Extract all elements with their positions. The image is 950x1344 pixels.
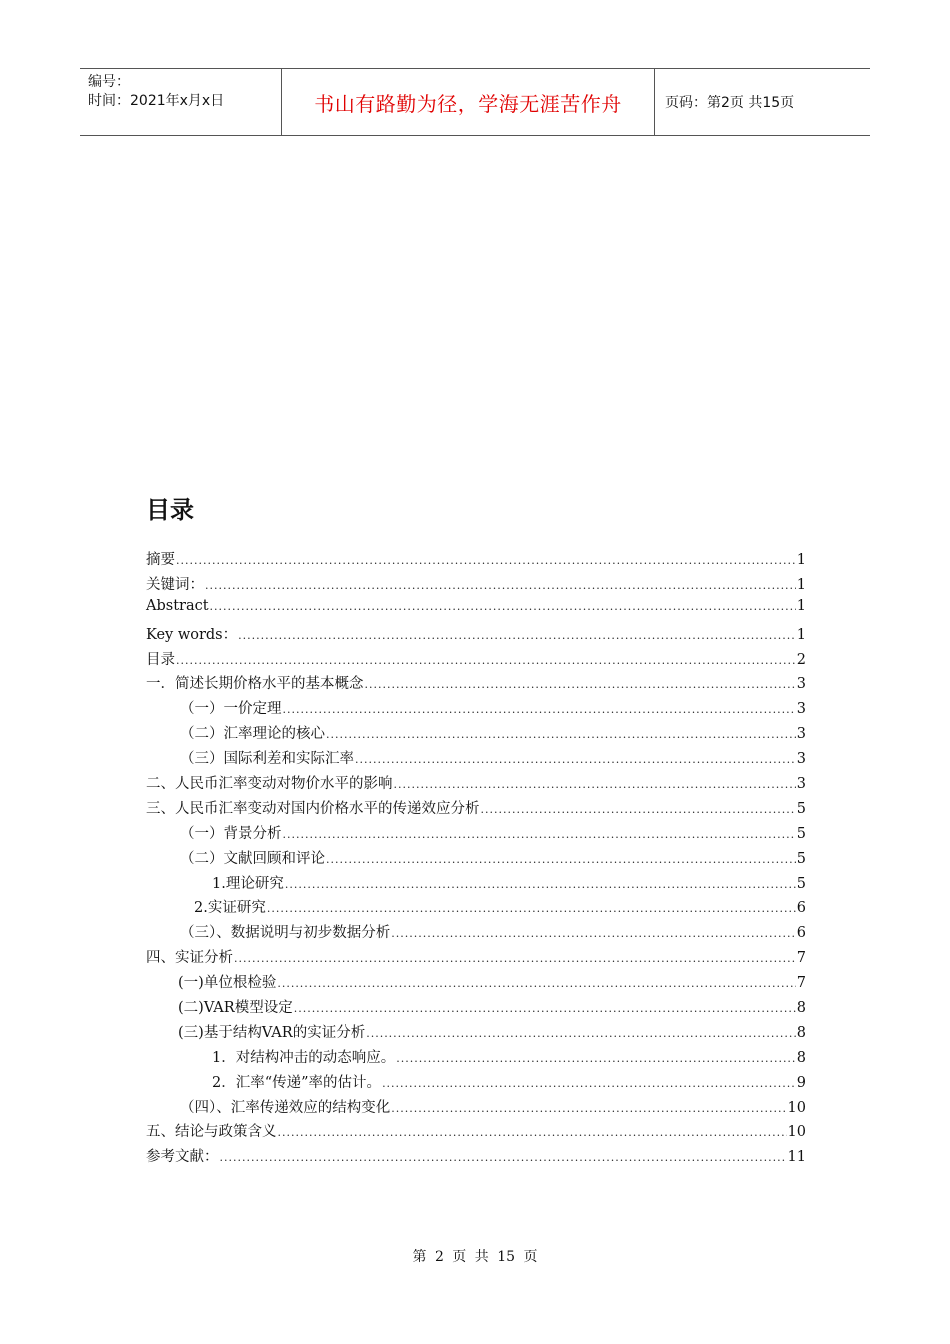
toc-entry-label: Key words： (146, 626, 238, 643)
toc-entry[interactable] (146, 1046, 806, 1071)
toc-entry[interactable] (146, 648, 806, 673)
toc-entry[interactable] (146, 847, 806, 872)
toc-entry-page: 1 (796, 576, 806, 593)
toc-entry-page: 8 (796, 1049, 806, 1066)
toc-entry-page: 6 (796, 900, 806, 917)
toc-entry-page: 10 (787, 1099, 806, 1116)
table-of-contents (146, 548, 806, 1170)
toc-entry[interactable] (146, 598, 806, 623)
toc-entry-page: 9 (796, 1074, 806, 1091)
toc-entry-label: 五、结论与政策含义 (146, 1124, 277, 1141)
toc-leader-dots (234, 952, 796, 965)
toc-leader-dots (285, 878, 796, 891)
toc-leader-dots (396, 1052, 796, 1065)
toc-leader-dots (176, 654, 796, 667)
toc-entry[interactable] (146, 747, 806, 772)
toc-entry-page: 3 (796, 726, 806, 743)
toc-entry-page: 3 (796, 776, 806, 793)
toc-entry-page: 8 (796, 1000, 806, 1017)
toc-entry[interactable] (146, 548, 806, 573)
toc-entry-page: 3 (796, 701, 806, 718)
toc-leader-dots (294, 1002, 796, 1015)
toc-entry-page: 10 (787, 1124, 806, 1141)
toc-entry[interactable] (146, 996, 806, 1021)
toc-entry-page: 1 (796, 626, 806, 643)
toc-leader-dots (176, 554, 796, 567)
toc-leader-dots (355, 753, 796, 766)
document-date: 时间：2021年x月x日 (88, 93, 225, 109)
toc-leader-dots (326, 728, 796, 741)
toc-entry-page: 1 (796, 552, 806, 568)
toc-entry[interactable] (146, 1096, 806, 1121)
toc-leader-dots (365, 678, 796, 691)
toc-entry[interactable] (146, 697, 806, 722)
toc-entry[interactable] (146, 1145, 806, 1170)
toc-entry[interactable] (146, 1120, 806, 1145)
toc-entry[interactable] (146, 623, 806, 648)
toc-entry[interactable] (146, 797, 806, 822)
toc-entry-label: 1.理论研究 (212, 875, 284, 892)
toc-entry-label: 关键词： (146, 576, 204, 593)
toc-entry-page: 3 (796, 676, 806, 693)
toc-entry[interactable] (146, 1021, 806, 1046)
toc-entry[interactable] (146, 946, 806, 971)
header-meta (80, 69, 281, 135)
toc-entry-page: 5 (796, 850, 806, 867)
toc-entry-label: 参考文献： (146, 1149, 219, 1166)
header-motto: 书山有路勤为径，学海无涯苦作舟 (281, 69, 655, 135)
toc-entry-label: 目录 (146, 651, 175, 668)
toc-entry-page: 1 (796, 597, 806, 614)
header-page-info: 页码：第2页 共15页 (665, 95, 795, 111)
toc-leader-dots (278, 1126, 787, 1139)
toc-entry-label: 三、人民币汇率变动对国内价格水平的传递效应分析 (146, 800, 480, 817)
toc-entry-label: （二）文献回顾和评论 (180, 850, 325, 867)
toc-entry-label: （三）、数据说明与初步数据分析 (180, 925, 391, 942)
toc-leader-dots (481, 803, 796, 816)
toc-entry-label: （二）汇率理论的核心 (180, 726, 325, 743)
toc-leader-dots (220, 1151, 787, 1164)
toc-leader-dots (238, 629, 796, 642)
toc-entry[interactable] (146, 672, 806, 697)
toc-entry-page: 11 (787, 1149, 806, 1166)
toc-entry[interactable] (146, 921, 806, 946)
toc-entry-label: (三)基于结构VAR的实证分析 (178, 1024, 366, 1041)
toc-entry-label: 一．简述长期价格水平的基本概念 (146, 676, 364, 693)
toc-entry-page: 7 (796, 975, 806, 992)
toc-leader-dots (366, 1027, 796, 1040)
toc-entry[interactable] (146, 1071, 806, 1096)
toc-entry-label: （一）背景分析 (180, 825, 282, 842)
toc-entry-label: (一)单位根检验 (178, 975, 277, 992)
toc-entry[interactable] (146, 722, 806, 747)
toc-entry-page: 6 (796, 925, 806, 942)
toc-entry-page: 8 (796, 1024, 806, 1041)
toc-entry-label: （三）国际利差和实际汇率 (180, 751, 354, 768)
toc-leader-dots (267, 902, 796, 915)
toc-entry-label: 摘要 (146, 552, 175, 568)
toc-leader-dots (391, 927, 796, 940)
toc-entry-label: 1．对结构冲击的动态响应。 (212, 1049, 396, 1066)
toc-leader-dots (210, 600, 796, 613)
toc-entry-page: 5 (796, 875, 806, 892)
toc-leader-dots (205, 579, 796, 592)
toc-entry-page: 7 (796, 950, 806, 967)
toc-leader-dots (394, 778, 796, 791)
toc-leader-dots (326, 853, 796, 866)
toc-leader-dots (277, 977, 795, 990)
toc-leader-dots (283, 828, 796, 841)
toc-leader-dots (391, 1102, 786, 1115)
toc-entry[interactable] (146, 822, 806, 847)
toc-entry-label: 四、实证分析 (146, 950, 233, 967)
toc-leader-dots (382, 1077, 796, 1090)
toc-entry[interactable] (146, 872, 806, 897)
document-number-label: 编号： (88, 74, 130, 90)
toc-entry[interactable] (146, 971, 806, 996)
toc-title: 目录 (146, 496, 194, 524)
toc-entry-page: 5 (796, 800, 806, 817)
toc-entry-label: （四）、汇率传递效应的结构变化 (180, 1099, 391, 1116)
toc-leader-dots (283, 703, 796, 716)
toc-entry-label: 2．汇率“传递”率的估计。 (212, 1074, 382, 1091)
toc-entry-page: 5 (796, 825, 806, 842)
toc-entry-label: （一）一价定理 (180, 701, 282, 718)
toc-entry-page: 2 (796, 651, 806, 668)
toc-entry-label: 2.实证研究 (194, 900, 266, 917)
toc-entry-label: Abstract (146, 597, 209, 614)
page-footer: 第 2 页 共 15 页 (412, 1249, 538, 1265)
toc-entry-label: (二)VAR模型设定 (178, 1000, 293, 1017)
toc-entry-page: 3 (796, 751, 806, 768)
toc-entry[interactable] (146, 772, 806, 797)
page-header (80, 68, 870, 136)
toc-entry[interactable] (146, 573, 806, 598)
toc-entry[interactable] (146, 896, 806, 921)
toc-entry-label: 二、人民币汇率变动对物价水平的影响 (146, 776, 393, 793)
